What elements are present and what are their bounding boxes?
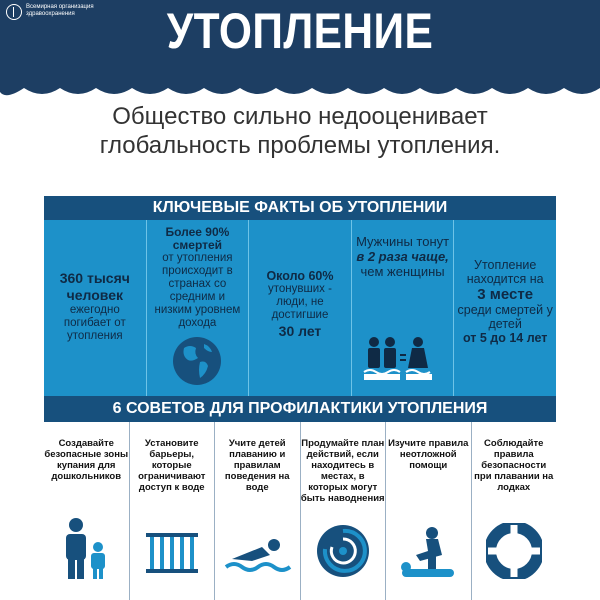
tip-5 [386, 422, 472, 600]
fact-5-lead: Утопление находится на [466, 258, 544, 286]
swimmer-icon [222, 531, 292, 581]
fact-3-lead: Около 60% [266, 269, 334, 283]
org-name-line1: Всемирная организация [26, 4, 94, 10]
tip-2-label: Установите барьеры, которые ограничивают доступ к воде [138, 438, 206, 493]
tip-3 [215, 422, 301, 600]
tip-2 [130, 422, 216, 600]
intro-line2: глобальность проблемы утопления. [99, 132, 501, 159]
org-name-line2: здравоохранения [26, 11, 75, 17]
fact-2 [147, 220, 250, 396]
tips-band: 6 СОВЕТОВ ДЛЯ ПРОФИЛАКТИКИ УТОПЛЕНИЯ [44, 396, 556, 422]
fact-4-strong: в 2 раза чаще, [356, 249, 449, 264]
tip-1 [44, 422, 130, 600]
who-emblem-icon [6, 4, 22, 20]
tips-panel [44, 422, 556, 600]
tip-6 [472, 422, 557, 600]
fact-3-strong: 30 лет [278, 323, 322, 339]
fact-4-lead: Мужчины тонут [356, 234, 450, 249]
tip-1-label: Создавайте безопасные зоны купания для дошкольников [44, 438, 129, 482]
fact-1-text: ежегодно погибает от утопления [63, 304, 126, 342]
tip-3-label: Учите детей плаванию и правилам поведения на воде [224, 438, 290, 493]
fact-1-strong: 360 тысяч человек [59, 270, 130, 303]
lifebuoy-icon [486, 523, 542, 579]
fact-3 [249, 220, 352, 396]
whirlpool-icon [315, 523, 371, 579]
men-vs-women-icon [362, 334, 442, 382]
page-title: УТОПЛЕНИЕ [166, 3, 434, 59]
intro-line1: Общество сильно недооценивает [112, 103, 488, 130]
fact-5 [454, 220, 556, 396]
tip-4 [301, 422, 387, 600]
intro-text [0, 102, 600, 160]
facts-panel [44, 220, 556, 396]
globe-icon [170, 334, 224, 388]
fact-4 [352, 220, 455, 396]
adult-child-icon [56, 517, 116, 581]
tip-4-label: Продумайте план действий, если находитесь в местах, в которых могут быть наводнения [300, 438, 385, 504]
fact-5-strong2: от 5 до 14 лет [462, 331, 548, 345]
fact-4-text: чем женщины [360, 264, 445, 279]
barrier-fence-icon [142, 527, 202, 577]
first-aid-cpr-icon [398, 525, 458, 581]
tip-6-label: Соблюдайте правила безопасности при плавании на лодках [474, 438, 554, 493]
fact-2-strong: Более 90% смертей [165, 225, 230, 252]
fact-2-text: от утопления происходит в странах со средним и низким уровнем дохода [154, 252, 241, 329]
fact-1 [44, 220, 147, 396]
tip-5-label: Изучите правила неотложной помощи [388, 438, 469, 471]
wave-border [0, 60, 600, 100]
facts-band: КЛЮЧЕВЫЕ ФАКТЫ ОБ УТОПЛЕНИИ [44, 196, 556, 220]
fact-5-strong: 3 месте [477, 286, 534, 303]
fact-5-text: среди смертей у детей [457, 303, 553, 331]
fact-3-text: утонувших - люди, не достигшие [268, 283, 332, 321]
